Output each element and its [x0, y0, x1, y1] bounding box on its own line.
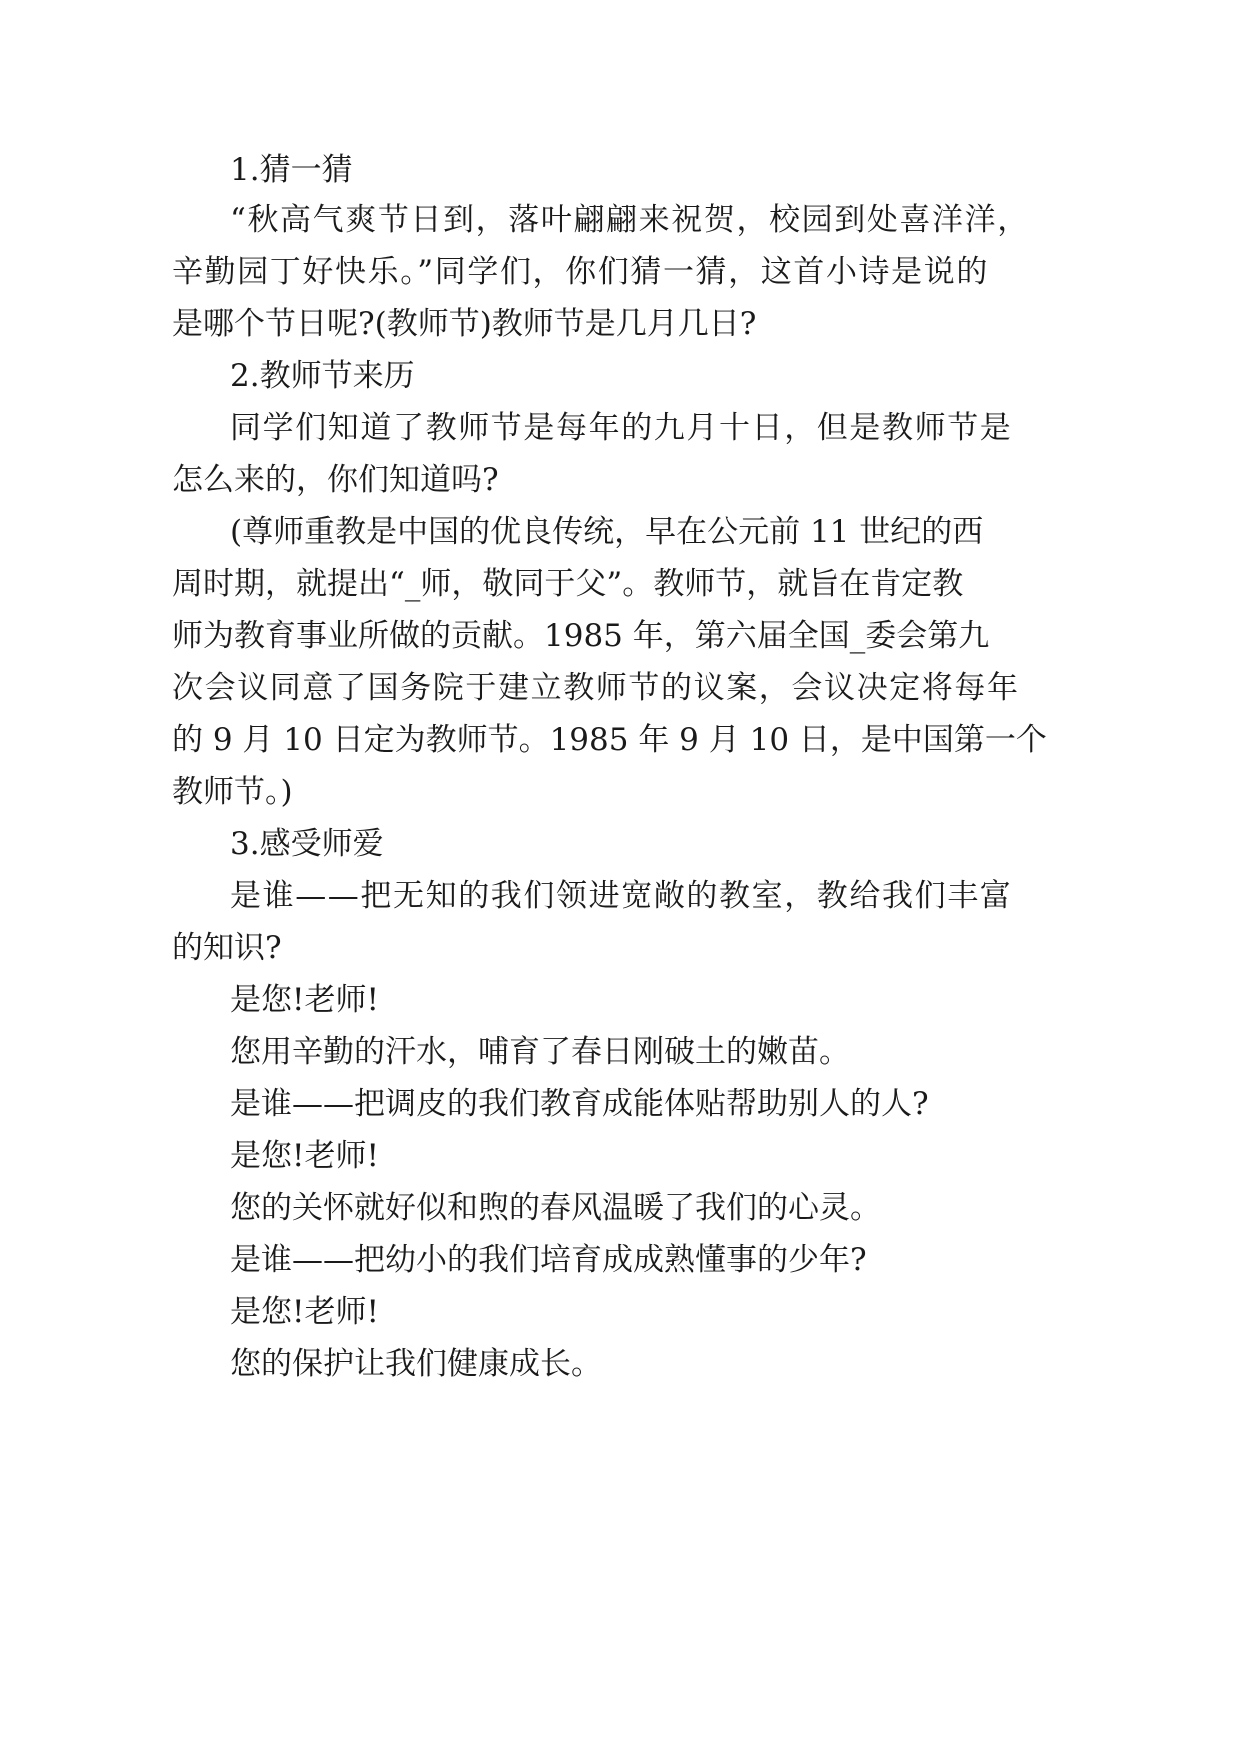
paragraph-line: 您的关怀就好似和煦的春风温暖了我们的心灵。 — [230, 1190, 881, 1226]
paragraph-line: 是谁——把调皮的我们教育成能体贴帮助别人的人? — [230, 1086, 929, 1122]
paragraph-line: 您用辛勤的汗水，哺育了春日刚破土的嫩苗。 — [230, 1034, 850, 1070]
paragraph-line: 次会议同意了国务院于建立教师节的议案，会议决定将每年 — [172, 670, 1020, 706]
paragraph-line: 的 9 月 10 日定为教师节。1985 年 9 月 10 日，是中国第一个 — [172, 722, 1047, 758]
paragraph-line: 辛勤园丁好快乐。”同学们，你们猜一猜，这首小诗是说的 — [172, 254, 989, 290]
paragraph-line: 是谁——把幼小的我们培育成成熟懂事的少年? — [230, 1242, 867, 1278]
paragraph-line: 是您!老师! — [230, 982, 379, 1018]
paragraph-line: 同学们知道了教师节是每年的九月十日，但是教师节是 — [230, 410, 1013, 446]
paragraph-line: 是您!老师! — [230, 1138, 379, 1174]
paragraph-line: 是哪个节日呢?(教师节)教师节是几月几日? — [172, 306, 757, 342]
paragraph-line: 的知识? — [172, 930, 282, 966]
paragraph-line: 怎么来的，你们知道吗? — [172, 462, 499, 498]
section-heading-love: 3.感受师爱 — [230, 826, 384, 862]
paragraph-line: (尊师重教是中国的优良传统，早在公元前 11 世纪的西 — [230, 514, 984, 550]
paragraph-line: 您的保护让我们健康成长。 — [230, 1346, 602, 1382]
paragraph-line: “秋高气爽节日到，落叶翩翩来祝贺，校园到处喜洋洋， — [230, 202, 1030, 238]
section-heading-guess: 1.猜一猜 — [230, 152, 353, 188]
paragraph-line: 师为教育事业所做的贡献。1985 年，第六届全国_委会第九 — [172, 618, 990, 654]
section-heading-origin: 2.教师节来历 — [230, 358, 415, 394]
paragraph-line: 周时期，就提出“_师，敬同于父”。教师节，就旨在肯定教 — [172, 566, 964, 602]
paragraph-line: 教师节。) — [172, 774, 293, 810]
paragraph-line: 是谁——把无知的我们领进宽敞的教室，教给我们丰富 — [230, 878, 1013, 914]
paragraph-line: 是您!老师! — [230, 1294, 379, 1330]
